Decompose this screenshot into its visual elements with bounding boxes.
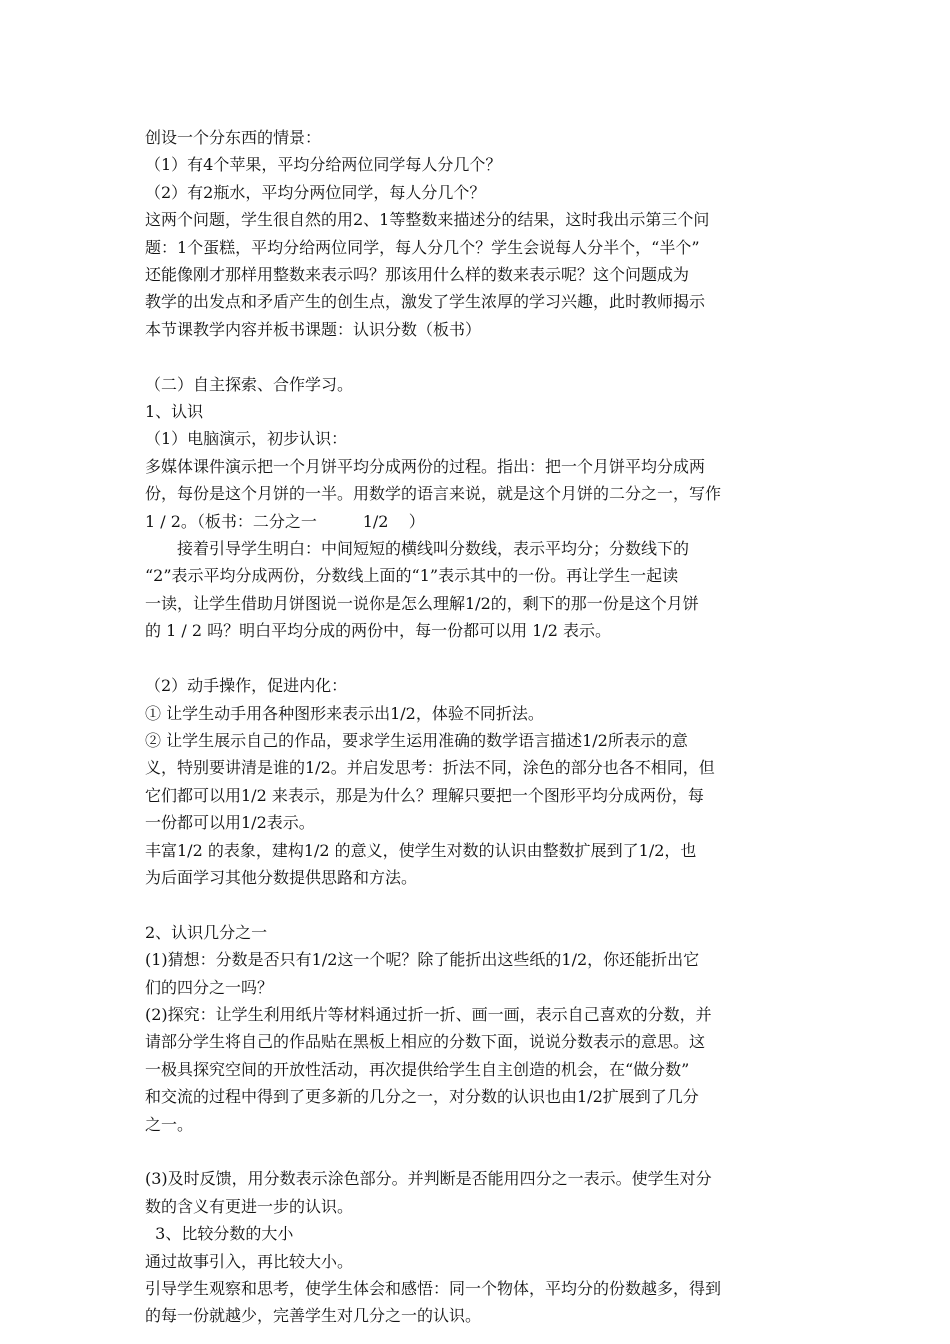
text-line: 之一。 [145, 1114, 194, 1134]
text-line: 2、认识几分之一 [145, 922, 268, 942]
text-line: 引导学生观察和思考，使学生体会和感悟：同一个物体，平均分的份数越多，得到 [145, 1279, 722, 1298]
text-line: 数的含义有更进一步的认识。 [145, 1196, 354, 1216]
text-line: ① 让学生动手用各种图形来表示出1/2，体验不同折法。 [145, 703, 544, 723]
text-line: （2）有2瓶水，平均分两位同学，每人分几个？ [145, 182, 486, 202]
text-line: 义，特别要讲清是谁的1/2。并启发思考：折法不同，涂色的部分也各不相同，但 [145, 758, 715, 778]
text-line: 的 1 / 2 吗？明白平均分成的两份中，每一份都可以用 1/2 表示。 [145, 621, 612, 641]
text-line: ② 让学生展示自己的作品，要求学生运用准确的数学语言描述1/2所表示的意 [145, 730, 688, 750]
text-line: 们的四分之一吗？ [145, 977, 274, 997]
text-line: 还能像刚才那样用整数来表示吗？那该用什么样的数来表示呢？这个问题成为 [145, 265, 690, 285]
paragraph-gap [145, 1138, 825, 1165]
text-line: 和交流的过程中得到了更多新的几分之一，对分数的认识也由1/2扩展到了几分 [145, 1087, 699, 1107]
text-line: 接着引导学生明白：中间短短的横线叫分数线，表示平均分；分数线下的 [177, 539, 690, 559]
text-line: (3)及时反馈，用分数表示涂色部分。并判断是否能用四分之一表示。使学生对分 [145, 1169, 712, 1189]
text-line: （1）有4个苹果，平均分给两位同学每人分几个？ [145, 155, 502, 175]
paragraph-gap [145, 645, 825, 672]
paragraph-gap [145, 343, 825, 370]
text-line: 一读，让学生借助月饼图说一说你是怎么理解1/2的，剩下的那一份是这个月饼 [145, 593, 699, 613]
text-line: 1、认识 [145, 402, 204, 422]
text-line: 为后面学习其他分数提供思路和方法。 [145, 867, 418, 887]
text-line: 份，每份是这个月饼的一半。用数学的语言来说，就是这个月饼的二分之一，写作 [145, 484, 722, 504]
text-line: (2)探究：让学生利用纸片等材料通过折一折、画一画，表示自己喜欢的分数，并 [145, 1004, 712, 1024]
text-line: 请部分学生将自己的作品贴在黑板上相应的分数下面，说说分数表示的意思。这 [145, 1032, 706, 1052]
text-line: 一极具探究空间的开放性活动，再次提供给学生自主创造的机会，在“做分数” [145, 1059, 690, 1079]
text-line: (1)猜想：分数是否只有1/2这一个呢？除了能折出这些纸的1/2，你还能折出它 [145, 950, 700, 970]
text-line: 3、比较分数的大小 [145, 1224, 294, 1244]
text-line: 多媒体课件演示把一个月饼平均分成两份的过程。指出：把一个月饼平均分成两 [145, 456, 706, 476]
text-line: 通过故事引入，再比较大小。 [145, 1251, 354, 1271]
text-line: （二）自主探索、合作学习。 [145, 374, 354, 394]
text-line: 的每一份就越少，完善学生对几分之一的认识。 [145, 1306, 482, 1326]
text-line: 教学的出发点和矛盾产生的创生点，激发了学生浓厚的学习兴趣，此时教师揭示 [145, 292, 706, 312]
text-line: 丰富1/2 的表象，建构1/2 的意义，使学生对数的认识由整数扩展到了1/2，也 [145, 840, 697, 860]
text-line: 题：1个蛋糕，平均分给两位同学，每人分几个？学生会说每人分半个，“半个” [145, 237, 700, 257]
text-line: “2”表示平均分成两份，分数线上面的“1”表示其中的一份。再让学生一起读 [145, 566, 679, 586]
text-line: （1）电脑演示，初步认识： [145, 429, 348, 449]
text-line: 本节课教学内容并板书课题：认识分数（板书） [145, 319, 482, 339]
text-line: 创设一个分东西的情景： [145, 128, 322, 147]
document-body [145, 124, 825, 1330]
text-line: 它们都可以用1/2 来表示，那是为什么？理解只要把一个图形平均分成两份，每 [145, 785, 704, 805]
text-line: 这两个问题，学生很自然的用2、1等整数来描述分的结果，这时我出示第三个问 [145, 210, 710, 230]
paragraph-gap [145, 891, 825, 918]
text-line: （2）动手操作，促进内化： [145, 676, 348, 696]
text-line: 一份都可以用1/2表示。 [145, 813, 315, 833]
text-line: 1 / 2。（板书：二分之一 1/2 ） [145, 511, 425, 531]
